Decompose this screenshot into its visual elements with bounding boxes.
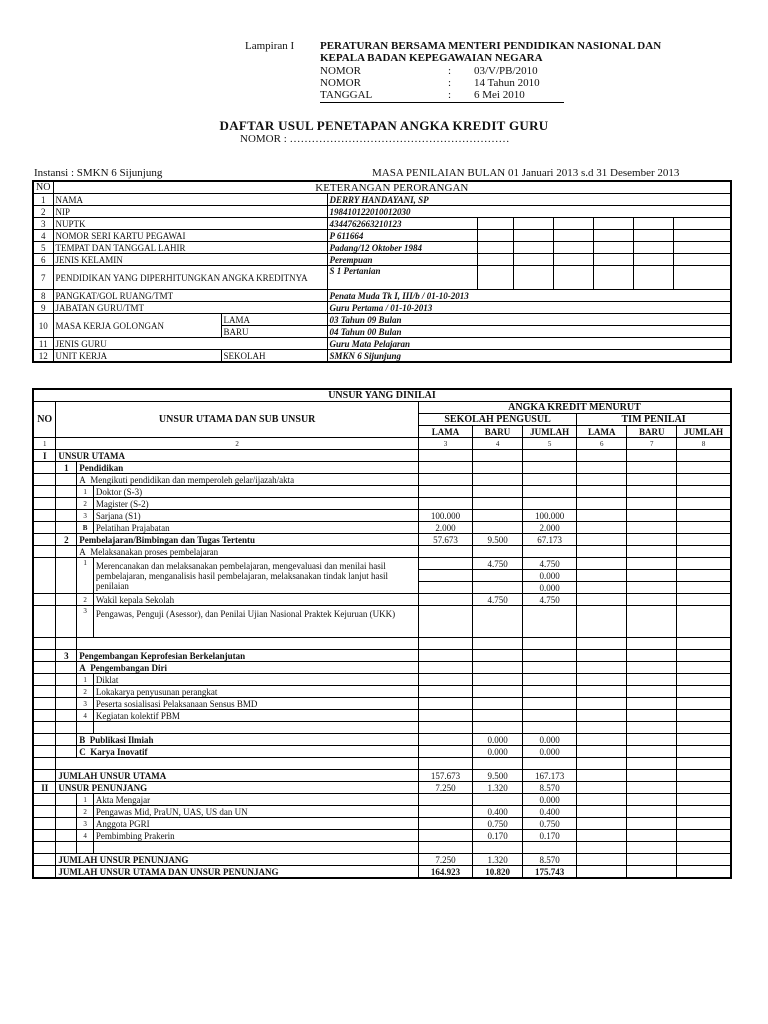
row-letter: C (79, 746, 86, 757)
table-row (33, 194, 731, 206)
row-label: MASA KERJA GOLONGAN (53, 314, 221, 338)
row-label: UNIT KERJA (53, 350, 221, 363)
row-no: II (33, 782, 56, 794)
value-baru: 0.170 (473, 830, 523, 842)
row-no: 1 (77, 558, 94, 594)
row-label: JENIS GURU (53, 338, 327, 350)
row-no: 9 (33, 302, 53, 314)
row-label: Lokakarya penyusunan perangkat (93, 686, 418, 698)
row-no: 3 (77, 698, 94, 710)
row-label: Sarjana (S1) (93, 510, 418, 522)
row-no: 3 (56, 650, 77, 662)
col-num: 5 (523, 438, 577, 450)
value-baru: 4.750 (473, 558, 523, 570)
table-row (33, 498, 731, 510)
row-no: 4 (77, 830, 94, 842)
row-label: Doktor (S-3) (93, 486, 418, 498)
table-row (33, 830, 731, 842)
row-no: 1 (56, 462, 77, 474)
table-row (33, 546, 731, 558)
value-jumlah: 175.743 (523, 866, 577, 879)
row-label: TEMPAT DAN TANGGAL LAHIR (53, 242, 327, 254)
row-sublabel: BARU (221, 326, 327, 338)
nomor-sep-1: : (448, 65, 452, 77)
row-no: 2 (77, 594, 94, 606)
table-row (33, 674, 731, 686)
row-text: Melaksanakan proses pembelajaran (90, 546, 219, 557)
row-label: Akta Mengajar (93, 794, 418, 806)
col-num: 6 (577, 438, 627, 450)
table-row (33, 486, 731, 498)
value-jumlah: 0.400 (523, 806, 577, 818)
tanggal-label: TANGGAL (320, 89, 373, 101)
table-row (33, 206, 731, 218)
row-no: 1 (77, 794, 94, 806)
row-label: Peserta sosialisasi Pelaksanaan Sensus BMD (93, 698, 418, 710)
row-text: Mengikuti pendidikan dan memperoleh gelar/ijazah/akta (90, 474, 295, 485)
table-row (33, 450, 731, 462)
table-row (33, 854, 731, 866)
row-label: Pengembangan Keprofesian Berkelanjutan (77, 650, 419, 662)
row-letter: A (79, 474, 86, 485)
table-row (33, 534, 731, 546)
table-row (33, 350, 731, 363)
value-baru: 9.500 (473, 770, 523, 782)
value-jumlah: 4.750 (523, 594, 577, 606)
row-no: 8 (33, 290, 53, 302)
row-no: 1 (33, 194, 53, 206)
row-sublabel: SEKOLAH (221, 350, 327, 363)
row-no: 2 (56, 534, 77, 546)
row-value: 03 Tahun 09 Bulan (327, 314, 731, 326)
table-row (33, 510, 731, 522)
col-num: 4 (473, 438, 523, 450)
value-lama: 157.673 (418, 770, 472, 782)
table-row (33, 782, 731, 794)
row-label (77, 746, 419, 758)
row-value: SMKN 6 Sijunjung (327, 350, 731, 363)
document-number: NOMOR : …………………………………………………… (240, 133, 510, 145)
table-row (33, 558, 731, 570)
row-letter: A (79, 546, 86, 557)
value-baru: 1.320 (473, 782, 523, 794)
row-label: JUMLAH UNSUR PENUNJANG (56, 854, 419, 866)
row-label: Pelatihan Prajabatan (93, 522, 418, 534)
row-label: JUMLAH UNSUR UTAMA DAN UNSUR PENUNJANG (56, 866, 419, 879)
table-row (33, 266, 731, 290)
row-no: 12 (33, 350, 53, 363)
row-no: 7 (33, 266, 53, 290)
unsur-dinilai-header: UNSUR YANG DINILAI (33, 389, 731, 402)
assessment-table (32, 388, 732, 879)
nomor-label-1: NOMOR (320, 65, 361, 77)
col-baru: BARU (473, 426, 523, 438)
row-value: 4344762663210123 (327, 218, 477, 230)
value-baru: 10.820 (473, 866, 523, 879)
row-text: Publikasi Ilmiah (89, 734, 154, 745)
value-jumlah: 0.000 (523, 794, 577, 806)
assessment-period: MASA PENILAIAN BULAN 01 Januari 2013 s.d 31 Desember 2013 (372, 167, 680, 179)
table-row (33, 462, 731, 474)
row-no: 3 (33, 218, 53, 230)
value-jumlah: 0.750 (523, 818, 577, 830)
table-row (33, 734, 731, 746)
table-row (33, 522, 731, 534)
row-label: NIP (53, 206, 327, 218)
col-num: 7 (627, 438, 677, 450)
table-row (33, 474, 731, 486)
row-letter: A (79, 662, 86, 673)
row-value: Penata Muda Tk I, III/b / 01-10-2013 (327, 290, 731, 302)
value-jumlah: 100.000 (523, 510, 577, 522)
tanggal-value: 6 Mei 2010 (474, 89, 525, 101)
value-jumlah: 8.570 (523, 854, 577, 866)
row-label: Magister (S-2) (93, 498, 418, 510)
value-lama: 2.000 (418, 522, 472, 534)
table-row (33, 842, 731, 854)
angka-kredit-header: ANGKA KREDIT MENURUT (418, 402, 731, 414)
table-row (33, 806, 731, 818)
col-num: 8 (677, 438, 731, 450)
row-label: JABATAN GURU/TMT (53, 302, 327, 314)
row-label (77, 662, 419, 674)
row-no: B (77, 522, 94, 534)
nomor-sep-2: : (448, 77, 452, 89)
table-row (33, 650, 731, 662)
row-sublabel: LAMA (221, 314, 327, 326)
row-no: 2 (77, 686, 94, 698)
row-no: 11 (33, 338, 53, 350)
row-label: Pembelajaran/Bimbingan dan Tugas Tertentu (77, 534, 419, 546)
nomor-label-2: NOMOR (320, 77, 361, 89)
value-jumlah: 0.000 (523, 570, 577, 582)
row-no: 3 (77, 606, 94, 638)
table-row (33, 698, 731, 710)
value-baru: 0.750 (473, 818, 523, 830)
row-label: Wakil kepala Sekolah (93, 594, 418, 606)
col-num: 2 (56, 438, 419, 450)
value-jumlah: 167.173 (523, 770, 577, 782)
row-no: 5 (33, 242, 53, 254)
value-jumlah: 67.173 (523, 534, 577, 546)
value-lama: 57.673 (418, 534, 472, 546)
row-label: Pembimbing Prakerin (93, 830, 418, 842)
row-label: PENDIDIKAN YANG DIPERHITUNGKAN ANGKA KREDITNYA (53, 266, 327, 290)
value-jumlah: 0.000 (523, 582, 577, 594)
sekolah-pengusul-header: SEKOLAH PENGUSUL (418, 414, 576, 426)
row-value: Padang/12 Oktober 1984 (327, 242, 477, 254)
tim-penilai-header: TIM PENILAI (577, 414, 731, 426)
row-label: Pendidikan (77, 462, 419, 474)
value-jumlah: 0.000 (523, 734, 577, 746)
value-jumlah: 0.000 (523, 746, 577, 758)
table-row (33, 338, 731, 350)
nomor-value-2: 14 Tahun 2010 (474, 77, 540, 89)
row-label: Diklat (93, 674, 418, 686)
col-jumlah: JUMLAH (523, 426, 577, 438)
table-row (33, 302, 731, 314)
row-no: I (33, 450, 56, 462)
row-no: 2 (77, 498, 94, 510)
value-jumlah: 2.000 (523, 522, 577, 534)
value-baru: 4.750 (473, 594, 523, 606)
row-text: Karya Inovatif (90, 746, 148, 757)
row-label: NOMOR SERI KARTU PEGAWAI (53, 230, 327, 242)
table-row (33, 638, 731, 650)
col-num: 1 (33, 438, 56, 450)
value-baru: 0.400 (473, 806, 523, 818)
table-row (33, 770, 731, 782)
table-row (33, 722, 731, 734)
row-no: 3 (77, 818, 94, 830)
row-no: 1 (77, 486, 94, 498)
col-lama-tim: LAMA (577, 426, 627, 438)
table-row (33, 254, 731, 266)
col-baru-tim: BARU (627, 426, 677, 438)
table-row (33, 314, 731, 326)
table-row (33, 758, 731, 770)
table-row (33, 290, 731, 302)
instansi-label: Instansi : SMKN 6 Sijunjung (34, 167, 163, 179)
no-header: NO (33, 402, 56, 438)
no-header: NO (33, 181, 53, 194)
row-value: Perempuan (327, 254, 477, 266)
col-num: 3 (418, 438, 472, 450)
row-label: UNSUR PENUNJANG (56, 782, 419, 794)
nomor-value-1: 03/V/PB/2010 (474, 65, 538, 77)
row-label: Kegiatan kolektif PBM (93, 710, 418, 722)
row-label: UNSUR UTAMA (56, 450, 419, 462)
row-value: P 611664 (327, 230, 477, 242)
row-label: NUPTK (53, 218, 327, 230)
header-underline (320, 102, 564, 103)
row-letter: B (79, 734, 86, 745)
table-row (33, 606, 731, 638)
row-label (77, 546, 419, 558)
value-lama: 7.250 (418, 782, 472, 794)
personal-header: KETERANGAN PERORANGAN (53, 181, 731, 194)
value-baru: 1.320 (473, 854, 523, 866)
table-row (33, 218, 731, 230)
row-label: PANGKAT/GOL RUANG/TMT (53, 290, 327, 302)
row-label: JUMLAH UNSUR UTAMA (56, 770, 419, 782)
personal-info-table (32, 180, 732, 363)
unsur-header: UNSUR UTAMA DAN SUB UNSUR (56, 402, 419, 438)
table-row (33, 686, 731, 698)
value-baru: 9.500 (473, 534, 523, 546)
row-no: 10 (33, 314, 53, 338)
row-label (77, 734, 419, 746)
tanggal-sep: : (448, 89, 452, 101)
row-label: Merencanakan dan melaksanakan pembelajaran, mengevaluasi dan menilai hasil pembelajaran, menganalisis hasil pembelajaran, melaksanakan tindak lanjut hasil penilaian (93, 558, 418, 594)
table-row (33, 794, 731, 806)
col-jumlah-tim: JUMLAH (677, 426, 731, 438)
row-value: Guru Mata Pelajaran (327, 338, 731, 350)
row-label: NAMA (53, 194, 327, 206)
row-value: S 1 Pertanian (327, 266, 477, 290)
regulation-line-1: PERATURAN BERSAMA MENTERI PENDIDIKAN NASIONAL DAN (320, 40, 662, 52)
row-label: Pengawas Mid, PraUN, UAS, US dan UN (93, 806, 418, 818)
row-label: JENIS KELAMIN (53, 254, 327, 266)
row-no: 2 (77, 806, 94, 818)
table-row (33, 710, 731, 722)
table-row (33, 818, 731, 830)
table-row (33, 662, 731, 674)
table-row (33, 866, 731, 879)
row-value: 04 Tahun 00 Bulan (327, 326, 731, 338)
row-value: 198410122010012030 (327, 206, 731, 218)
value-lama: 164.923 (418, 866, 472, 879)
table-row (33, 594, 731, 606)
document-title: DAFTAR USUL PENETAPAN ANGKA KREDIT GURU (219, 118, 549, 133)
row-value: DERRY HANDAYANI, SP (327, 194, 731, 206)
row-no: 6 (33, 254, 53, 266)
regulation-line-2: KEPALA BADAN KEPEGAWAIAN NEGARA (320, 52, 543, 64)
col-lama: LAMA (418, 426, 472, 438)
value-lama: 7.250 (418, 854, 472, 866)
row-no: 2 (33, 206, 53, 218)
value-baru: 0.000 (473, 734, 523, 746)
row-value: Guru Pertama / 01-10-2013 (327, 302, 731, 314)
value-lama: 100.000 (418, 510, 472, 522)
row-label: Anggota PGRI (93, 818, 418, 830)
row-no: 3 (77, 510, 94, 522)
row-no: 4 (77, 710, 94, 722)
table-row (33, 746, 731, 758)
row-label: Pengawas, Penguji (Asessor), dan Penilai Ujian Nasional Praktek Kejuruan (UKK) (93, 606, 418, 638)
row-text: Pengembangan Diri (90, 662, 167, 673)
value-jumlah: 8.570 (523, 782, 577, 794)
value-baru: 0.000 (473, 746, 523, 758)
value-jumlah: 4.750 (523, 558, 577, 570)
table-row (33, 242, 731, 254)
lampiran-label: Lampiran I (245, 40, 295, 52)
row-label (77, 474, 419, 486)
row-no: 1 (77, 674, 94, 686)
value-jumlah: 0.170 (523, 830, 577, 842)
table-row (33, 230, 731, 242)
row-no: 4 (33, 230, 53, 242)
